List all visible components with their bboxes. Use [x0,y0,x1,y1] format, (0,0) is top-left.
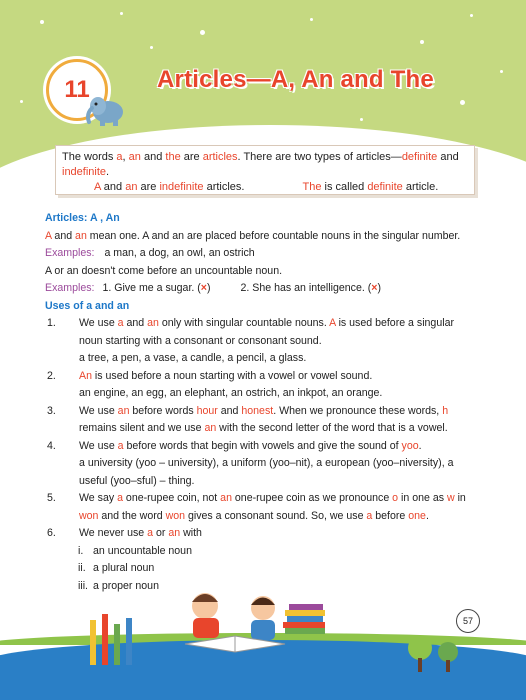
item-number: 2. [47,369,56,382]
text: yoo [401,439,419,452]
text: h [442,404,449,417]
trees-illustration [400,628,470,677]
examples [45,280,485,298]
text: an [220,492,232,504]
text: . [425,509,429,522]
text: and [51,229,76,242]
text: and [123,317,148,329]
text: before [372,509,409,522]
item-number: 5. [47,492,56,504]
children-reading-illustration [165,578,345,677]
list-item-example: a university (yoo – university), a uniform (yoo–nit), a european (yoo–niversity), a [79,457,454,469]
section-heading: Articles: A , An [45,212,120,224]
snow-dot [20,100,23,103]
snow-dot [40,20,44,24]
text: An [79,369,92,382]
wrong-mark-icon: × [200,282,207,294]
list-item-example: an engine, an egg, an elephant, an ostrich, an inkpot, an orange. [79,387,383,399]
snow-dot [460,100,465,105]
text: . There are two types of articles— [237,151,402,163]
list-item [45,490,485,508]
sub-list-item [45,543,485,561]
text: We use [79,439,118,452]
text: A [94,181,101,193]
intro-line-1 [62,150,468,165]
list-item-line: noun starting with a consonant or consonant sound. [79,334,322,347]
text: are [180,151,203,163]
text: won [79,509,99,522]
text: a man, a dog, an owl, an ostrich [104,247,255,259]
examples-label: Examples: [45,247,95,259]
text: indefinite [62,166,107,178]
text: and [217,404,242,417]
snow-dot [360,118,363,121]
text: an [128,151,141,163]
text: in [454,492,466,504]
page-number: 57 [456,609,480,633]
list-item [45,438,485,456]
text: hour [196,404,218,417]
list-item-line [45,420,485,438]
text: article. [402,181,439,193]
text: with the second letter of the word that is a vowel. [216,422,448,434]
text: A [329,317,336,329]
text: is used before a noun starting with a vowel or vowel sound. [91,369,373,382]
text: and [140,151,166,163]
chapter-number: 11 [64,76,90,103]
text: and [100,181,126,193]
text: We say [79,492,118,504]
text: one-rupee coin as we pronounce [231,492,393,504]
text: o [392,492,399,504]
text: a [366,509,373,522]
examples [45,245,485,263]
snow-dot [500,70,503,73]
text: won [165,509,186,522]
list-item [45,368,485,386]
text: a plural noun [93,562,155,574]
list-item-example: a tree, a pen, a vase, a candle, a pencil, a glass. [79,352,307,364]
text: before words [129,404,197,417]
section-heading: Uses of a and an [45,299,130,312]
intro-box [55,145,475,195]
roman-numeral: ii. [78,562,86,574]
snow-dot [150,46,153,49]
list-item-line [45,508,485,526]
paragraph: A or an doesn't come before an uncountable noun. [45,264,283,277]
text: . When we pronounce these words, [273,404,443,417]
text: . [418,439,422,452]
list-item [45,403,485,421]
snow-dot [470,14,473,17]
text: We use [79,404,118,417]
text: 2. She has an intelligence. ( [240,282,372,294]
text: honest [241,404,274,417]
text: a [117,492,123,504]
text: and the word [98,509,166,522]
list-item [45,525,485,543]
text: an [204,422,217,434]
snow-dot [240,128,244,132]
text: 1. Give me a sugar. ( [102,282,201,294]
snow-dot [420,40,424,44]
pencils-illustration [80,610,150,670]
text: an [147,317,159,329]
sub-list-item [45,560,485,578]
snow-dot [120,12,123,15]
item-number: 1. [47,317,56,329]
text: or [153,527,169,539]
snow-dot [200,30,205,35]
paragraph [45,228,485,246]
text: an uncountable noun [93,544,192,557]
text: in one as [398,492,447,504]
text: an [168,527,181,539]
text: mean one. A and an are placed before countable nouns in the singular number. [86,229,461,242]
item-number: 3. [47,404,56,417]
elephant-icon [84,92,128,128]
intro-line-3 [62,180,468,195]
roman-numeral: iii. [78,579,89,592]
list-item [45,315,485,333]
text: w [446,492,455,504]
text: an [117,404,130,417]
item-number: 6. [47,527,56,539]
item-number: 4. [47,439,56,452]
text: is used before a singular [335,317,454,329]
text: one-rupee coin, not [122,492,221,504]
examples-label: Examples: [45,282,95,294]
text: a [116,151,123,163]
text: before words that begin with vowels and give the sound of [123,439,402,452]
snow-dot [310,18,313,21]
text: , [122,151,129,163]
text: definite [367,181,403,193]
text: A [45,229,52,242]
text: ) [206,282,211,294]
intro-line-2 [62,165,468,180]
roman-numeral: i. [78,544,84,557]
text: We never use [79,527,148,539]
text: a [147,527,154,539]
text: We use [79,317,118,329]
text: definite [401,151,438,163]
text: gives a consonant sound. So, we use [185,509,367,522]
list-item-example: useful (yoo–sful) – thing. [79,474,195,487]
text: a [117,439,124,452]
text: an [75,229,87,242]
text: an [125,181,138,193]
text: remains silent and we use [79,422,205,434]
text: articles. [203,181,245,193]
text: articles [202,151,238,163]
wrong-mark-icon: × [371,282,378,294]
text: indefinite [159,181,204,193]
text: one [408,509,426,522]
text: with [180,527,202,539]
chapter-title: Articles—A, An and The [157,66,434,93]
text: ) [377,282,381,294]
content [45,210,485,595]
text: and [437,151,459,163]
text: The [302,181,322,193]
text: . [106,166,110,178]
text: only with singular countable nouns. [158,317,330,329]
text: are [137,181,160,193]
text: a proper noun [93,579,159,592]
text: the [165,151,181,163]
text: a [117,317,124,329]
text: is called [321,181,368,193]
text: The words [62,151,117,163]
